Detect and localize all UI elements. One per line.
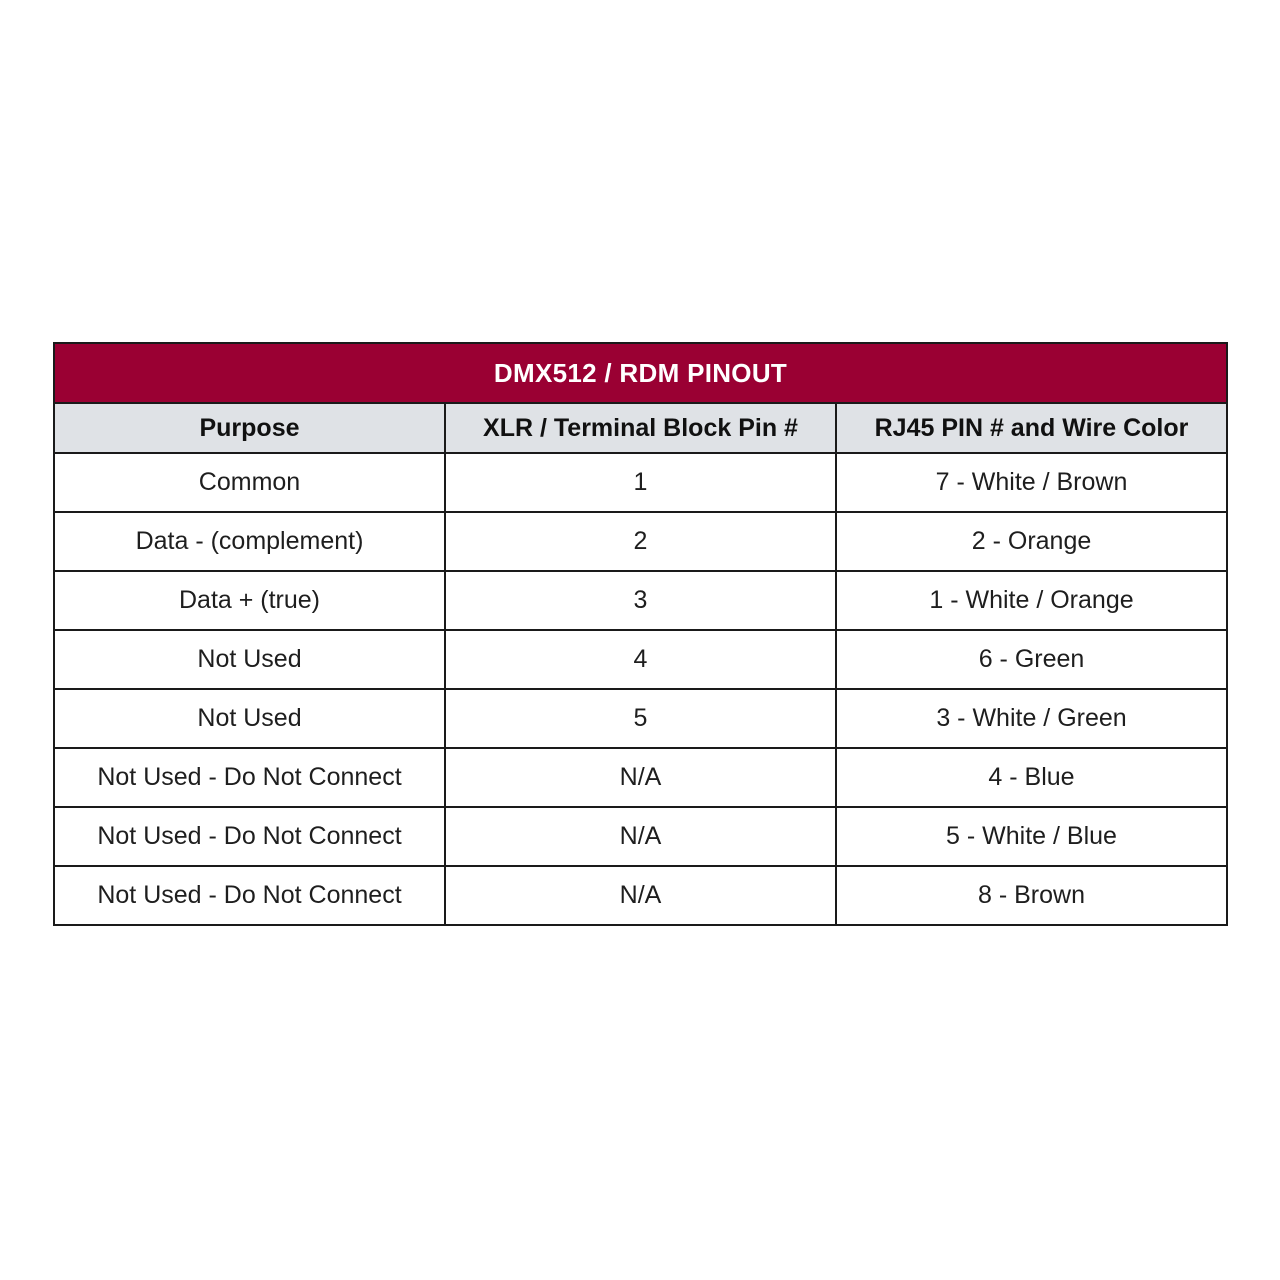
rj45-cell: 8 - Brown xyxy=(836,866,1227,925)
xlr-pin-cell: 4 xyxy=(445,630,836,689)
header-purpose: Purpose xyxy=(54,403,445,453)
purpose-cell: Not Used xyxy=(54,689,445,748)
pinout-table xyxy=(53,342,1228,926)
table-row xyxy=(54,630,1227,689)
rj45-cell: 3 - White / Green xyxy=(836,689,1227,748)
xlr-pin-cell: 2 xyxy=(445,512,836,571)
purpose-cell: Not Used - Do Not Connect xyxy=(54,748,445,807)
purpose-cell: Data - (complement) xyxy=(54,512,445,571)
purpose-cell: Data + (true) xyxy=(54,571,445,630)
xlr-pin-cell: N/A xyxy=(445,748,836,807)
table-row xyxy=(54,807,1227,866)
rj45-cell: 7 - White / Brown xyxy=(836,453,1227,512)
xlr-pin-cell: 1 xyxy=(445,453,836,512)
rj45-cell: 5 - White / Blue xyxy=(836,807,1227,866)
table-title: DMX512 / RDM PINOUT xyxy=(54,343,1227,403)
xlr-pin-cell: 3 xyxy=(445,571,836,630)
table-row xyxy=(54,748,1227,807)
purpose-cell: Common xyxy=(54,453,445,512)
rj45-cell: 2 - Orange xyxy=(836,512,1227,571)
xlr-pin-cell: N/A xyxy=(445,866,836,925)
rj45-cell: 4 - Blue xyxy=(836,748,1227,807)
header-xlr-pin: XLR / Terminal Block Pin # xyxy=(445,403,836,453)
table-row xyxy=(54,453,1227,512)
header-row xyxy=(54,403,1227,453)
rj45-cell: 1 - White / Orange xyxy=(836,571,1227,630)
purpose-cell: Not Used - Do Not Connect xyxy=(54,807,445,866)
purpose-cell: Not Used xyxy=(54,630,445,689)
title-row xyxy=(54,343,1227,403)
table-row xyxy=(54,866,1227,925)
xlr-pin-cell: N/A xyxy=(445,807,836,866)
purpose-cell: Not Used - Do Not Connect xyxy=(54,866,445,925)
rj45-cell: 6 - Green xyxy=(836,630,1227,689)
table-row xyxy=(54,512,1227,571)
xlr-pin-cell: 5 xyxy=(445,689,836,748)
header-rj45-pin-color: RJ45 PIN # and Wire Color xyxy=(836,403,1227,453)
table-row xyxy=(54,689,1227,748)
table-row xyxy=(54,571,1227,630)
